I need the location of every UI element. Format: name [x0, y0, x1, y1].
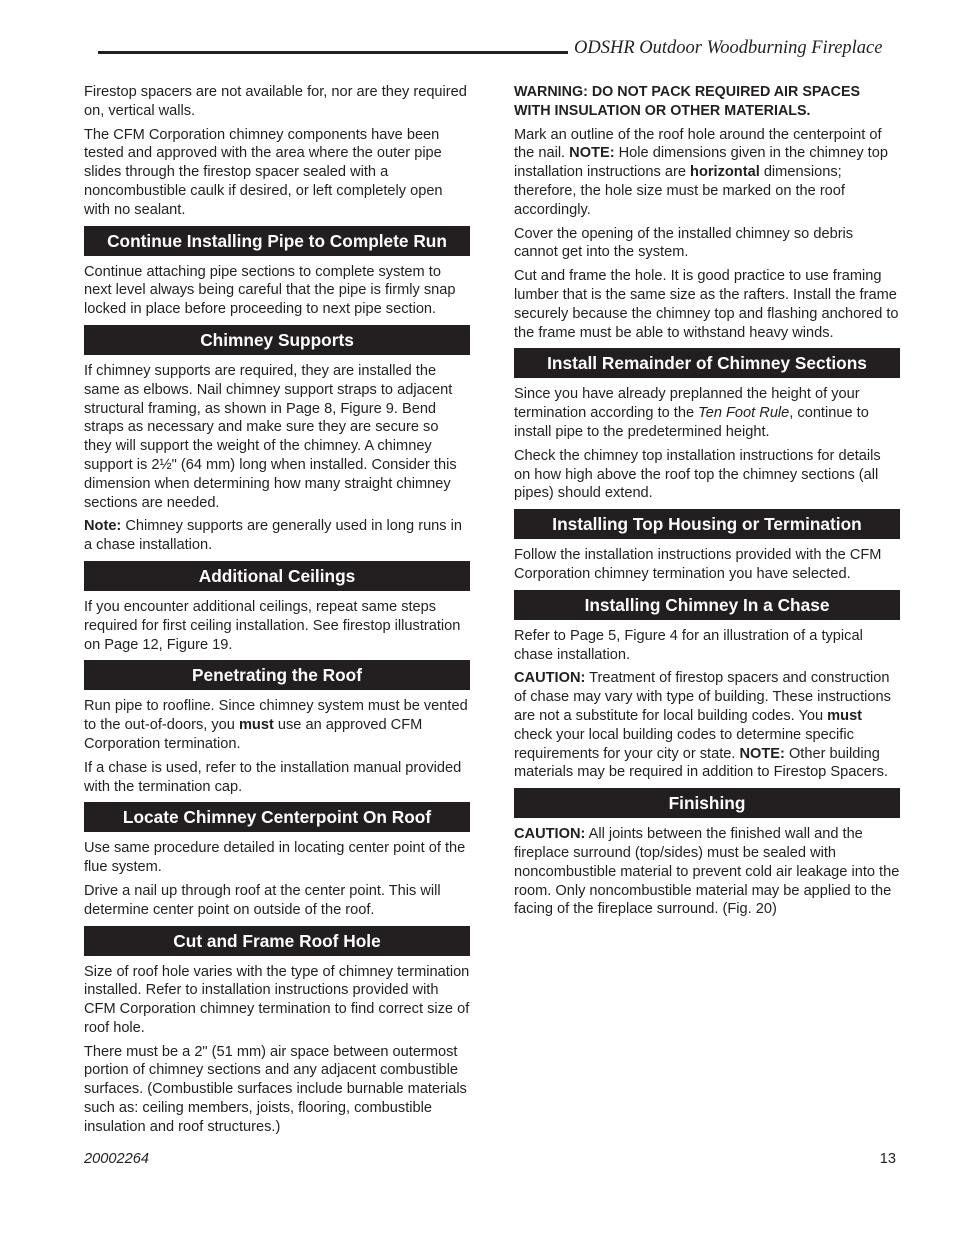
- warning-text: WARNING: DO NOT PACK REQUIRED AIR SPACES WITH INSULATION OR OTHER MATERIALS.: [514, 84, 861, 119]
- text-run: Since you have already preplanned the height of your termination according to the: [514, 386, 860, 422]
- document-number: 20002264: [84, 1151, 149, 1167]
- section-heading-chimney-in-chase: Installing Chimney In a Chase: [514, 590, 900, 620]
- section-heading-continue-installing: Continue Installing Pipe to Complete Run: [84, 226, 470, 256]
- emphasis: must: [827, 707, 863, 724]
- paragraph: Refer to Page 5, Figure 4 for an illustration of a typical chase installation.: [514, 627, 863, 663]
- paragraph: The CFM Corporation chimney components have been tested and approved with the area where the outer pipe slides through the firestop spacer sealed with a noncombustible caulk if desired, or left completely open with no sealant.: [84, 126, 443, 218]
- paragraph: [514, 126, 900, 220]
- paragraph: Cut and frame the hole. It is good practice to use framing lumber that is the same size as the rafters. Install the frame securely because the chimney top and flashing anchored to the frame must be able to withstand heavy winds.: [514, 268, 899, 341]
- text-run: , continue to install pipe to the predetermined height.: [514, 405, 869, 440]
- header-rule: [98, 51, 568, 54]
- italic-term: Ten Foot Rule: [698, 405, 790, 422]
- note-paragraph: [84, 517, 470, 555]
- text-run: Mark an outline of the roof hole around the centerpoint of the nail.: [514, 126, 882, 162]
- paragraph: Cover the opening of the installed chimney so debris cannot get into the system.: [514, 225, 854, 261]
- paragraph: [84, 697, 470, 753]
- text-run: All joints between the finished wall and the fireplace surround (top/sides) must be sealed with noncombustible material to prevent cold air leakage into the room. Only noncombustible material may be applied to the facing of the fireplace surround. (Fig. 20): [514, 826, 900, 918]
- paragraph: Check the chimney top installation instructions for details on how high above the roof top the chimney sections (all pipes) should extend.: [514, 447, 881, 502]
- paragraph: If a chase is used, refer to the installation manual provided with the termination cap.: [84, 759, 462, 795]
- section-heading-top-housing: Installing Top Housing or Termination: [514, 509, 900, 539]
- paragraph: Firestop spacers are not available for, nor are they required on, vertical walls.: [84, 84, 467, 119]
- paragraph: If chimney supports are required, they are installed the same as elbows. Nail chimney support straps to adjacent structural framing, as shown in Page 8, Figure 9. Bend straps as necessary and make sure they are secure so they will support the weight of the chimney. A chimney support is 2½" (64 mm) long when installed. Consider this dimension when determining how many straight chimney sections are needed.: [84, 362, 457, 511]
- caution-label: CAUTION:: [514, 826, 586, 843]
- paragraph: Size of roof hole varies with the type of chimney termination installed. Refer to installation instructions provided with CFM Corporation chimney termination to find correct size of roof hole.: [84, 963, 470, 1036]
- text-run: Other building materials may be required in addition to Firestop Spacers.: [514, 745, 888, 781]
- page-number: 13: [879, 1151, 896, 1167]
- section-heading-locate-centerpoint: Locate Chimney Centerpoint On Roof: [84, 802, 470, 832]
- emphasis: NOTE:: [569, 145, 615, 162]
- text-run: use an approved CFM Corporation termination.: [84, 717, 423, 752]
- text-run: Treatment of firestop spacers and construction of chase may vary with type of building. These instructions are not a substitute for local building codes. You: [514, 670, 891, 724]
- paragraph: There must be a 2" (51 mm) air space between outermost portion of chimney sections and any adjacent combustible surfaces. (Combustible surfaces include burnable materials such as: ceiling members, joists, flooring, combustible insulation and roof structures.): [84, 1043, 467, 1135]
- paragraph: [514, 669, 900, 782]
- paragraph: [514, 385, 900, 441]
- paragraph: Follow the installation instructions provided with the CFM Corporation chimney termination you have selected.: [514, 547, 882, 582]
- note-text: Chimney supports are generally used in long runs in a chase installation.: [84, 518, 463, 554]
- text-run: Hole dimensions given in the chimney top installation instructions are: [514, 145, 888, 181]
- paragraph: [514, 825, 900, 919]
- paragraph: If you encounter additional ceilings, repeat same steps required for first ceiling installation. See firestop illustration on Page 12, Figure 19.: [84, 598, 461, 653]
- section-heading-additional-ceilings: Additional Ceilings: [84, 561, 470, 591]
- left-column: [84, 83, 470, 1142]
- note-label: NOTE:: [739, 745, 785, 762]
- caution-label: CAUTION:: [514, 670, 586, 687]
- section-heading-finishing: Finishing: [514, 788, 900, 818]
- text-run: Run pipe to roofline. Since chimney system must be vented to the out-of-doors, you: [84, 698, 468, 734]
- section-heading-penetrating-roof: Penetrating the Roof: [84, 660, 470, 690]
- document-title: ODSHR Outdoor Woodburning Fireplace: [574, 38, 883, 58]
- paragraph: Continue attaching pipe sections to complete system to next level always being careful that the pipe is firmly snap locked in place before proceeding to next pipe section.: [84, 263, 456, 318]
- section-heading-install-remainder: Install Remainder of Chimney Sections: [514, 348, 900, 378]
- right-column: [514, 83, 900, 924]
- text-run: dimensions; therefore, the hole size must be marked on the roof accordingly.: [514, 164, 845, 218]
- note-label: Note:: [84, 518, 122, 535]
- section-heading-cut-frame-hole: Cut and Frame Roof Hole: [84, 926, 470, 956]
- paragraph: Drive a nail up through roof at the center point. This will determine center point on outside of the roof.: [84, 882, 441, 918]
- section-heading-chimney-supports: Chimney Supports: [84, 325, 470, 355]
- text-run: check your local building codes to determine specific requirements for your city or state.: [514, 726, 854, 762]
- emphasis: horizontal: [690, 164, 760, 181]
- paragraph: Use same procedure detailed in locating center point of the flue system.: [84, 840, 466, 876]
- emphasis: must: [238, 717, 274, 734]
